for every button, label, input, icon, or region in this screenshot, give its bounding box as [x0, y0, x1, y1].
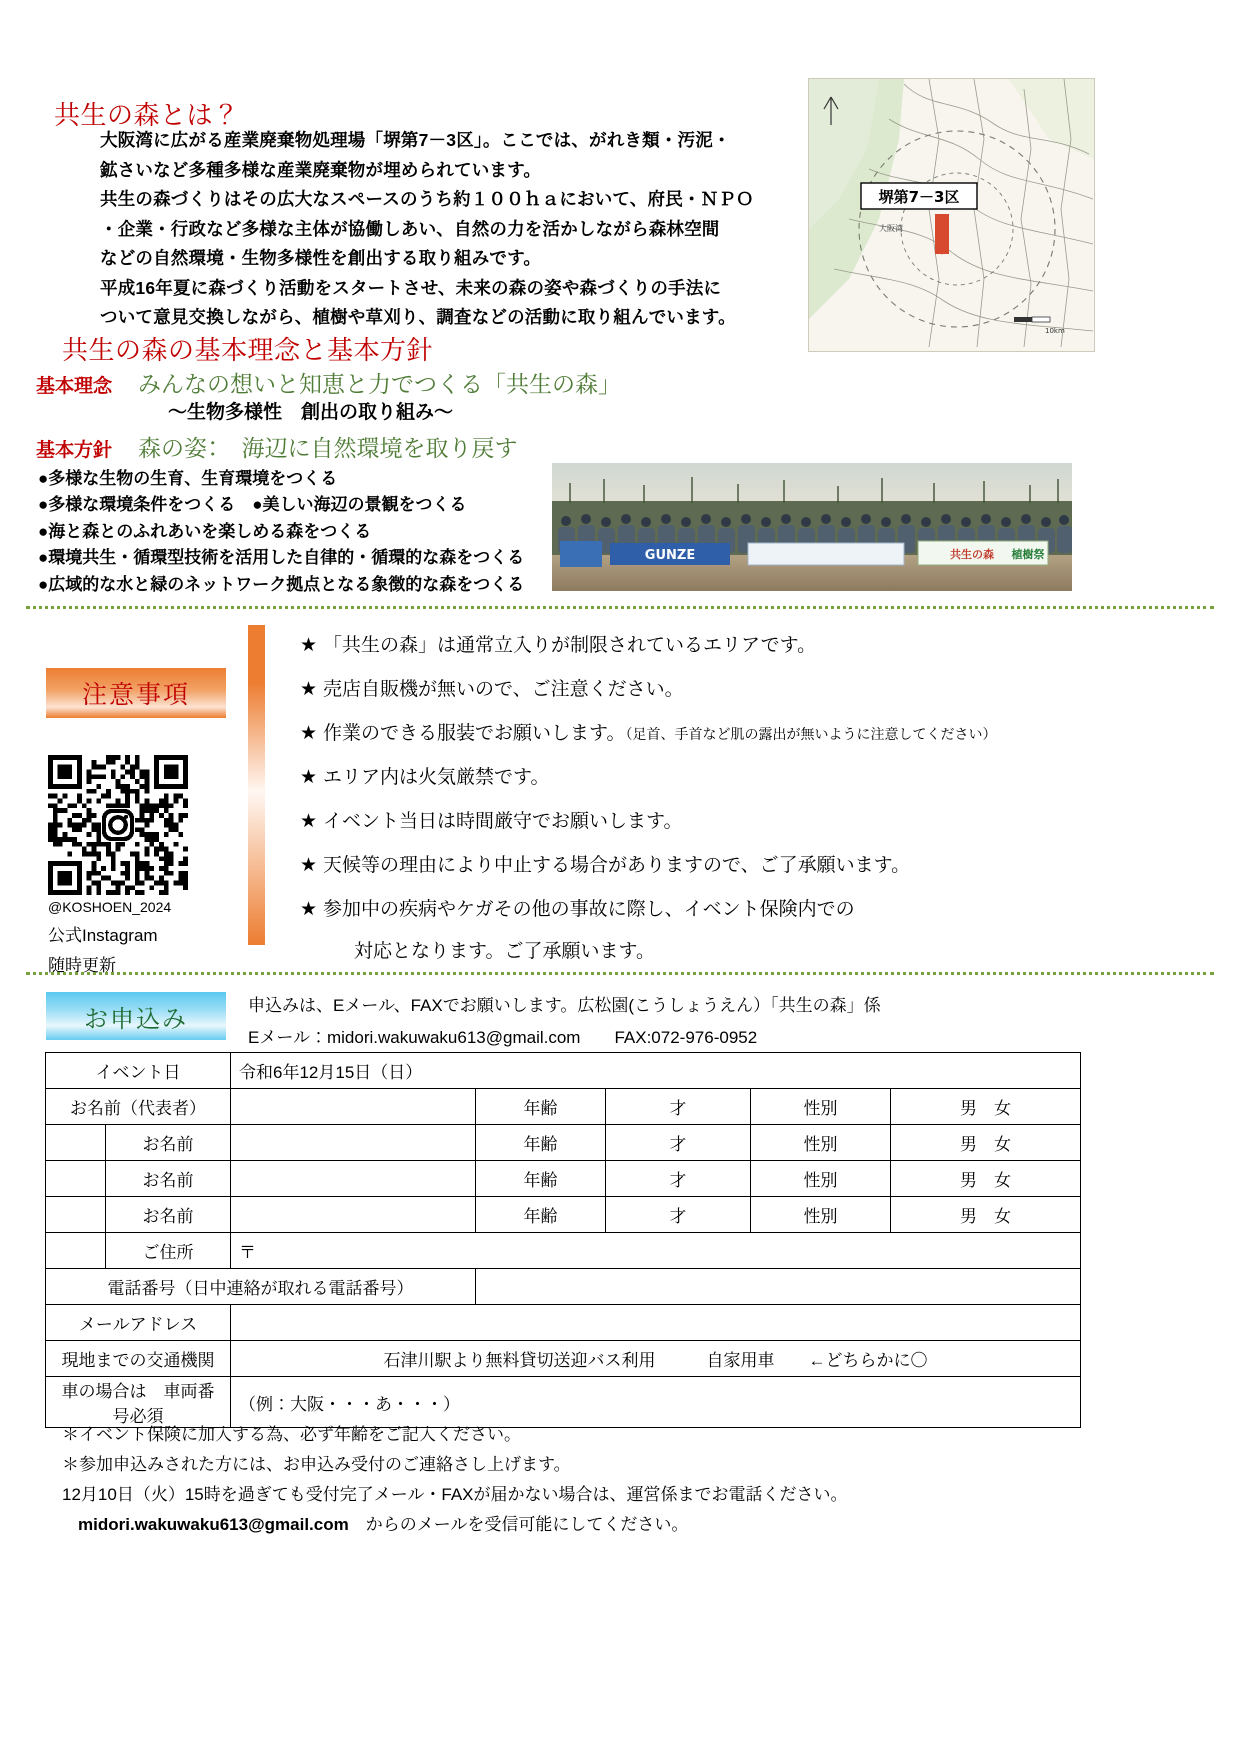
gender-options[interactable]: 男 女 [891, 1161, 1081, 1197]
about-paragraph [100, 126, 800, 333]
group-photo-image [552, 463, 1072, 591]
notice-text: 参加中の疾病やケガその他の事故に際し、イベント保険内での [323, 899, 855, 920]
about-line: 共生の森づくりはその広大なスペースのうち約１００ｈａにおいて、府民・ＮＰＯ [100, 189, 754, 209]
age-label: 年齢 [476, 1089, 606, 1125]
list-item [300, 712, 1200, 756]
notice-accent-bar [248, 625, 265, 945]
notice-badge: 注意事項 [46, 668, 226, 718]
instagram-handle: @KOSHOEN_2024 [48, 899, 172, 915]
about-line: 鉱さいなど多種多様な産業廃棄物が埋められています。 [100, 159, 542, 180]
star-icon: ★ [300, 811, 318, 832]
name-label: お名前 [106, 1161, 231, 1197]
list-item: ●多様な生物の生育、生育環境をつくる [38, 469, 338, 488]
page-title: 共生の森とは？ [54, 100, 240, 130]
banner-event-text: 共生の森 [950, 548, 994, 561]
divider-1 [26, 606, 1214, 609]
banner-sponsor-text: GUNZE [644, 548, 696, 563]
age-label: 年齢 [476, 1125, 606, 1161]
notice-text: エリア内は火気厳禁です。 [323, 767, 550, 788]
gender-label: 性別 [751, 1197, 891, 1233]
about-line: 大阪湾に広がる産業廃棄物処理場「堺第7－3区」。ここでは、がれき類・汚泥・ [100, 130, 731, 150]
footnote-email-line [78, 1510, 848, 1540]
apply-contact-info [248, 990, 881, 1054]
transport-label: 現地までの交通機関 [46, 1341, 231, 1377]
star-icon: ★ [300, 635, 318, 656]
basic-policy-row [36, 430, 518, 463]
name-input[interactable] [231, 1161, 476, 1197]
basic-philosophy-value: みんなの想いと知恵と力でつくる「共生の森」 [138, 371, 622, 397]
table-row [46, 1269, 1081, 1305]
about-line: などの自然環境・生物多様性を創出する取り組みです。 [100, 248, 542, 268]
about-line: 平成16年夏に森づくり活動をスタートさせ、未来の森の姿や森づくりの手法に [100, 277, 722, 298]
contact-email: midori.wakuwaku613@gmail.com [78, 1515, 349, 1534]
instagram-update-note: 随時更新 [48, 956, 116, 975]
svg-text:10km: 10km [1045, 327, 1065, 335]
age-input[interactable] [606, 1161, 751, 1197]
rep-name-label: お名前（代表者） [46, 1089, 231, 1125]
list-item [300, 844, 1200, 888]
list-item: ●環境共生・循環型技術を活用した自律的・循環的な森をつくる [38, 548, 525, 568]
map-site-label: 堺第7－3区 [878, 188, 960, 206]
age-label: 年齢 [476, 1197, 606, 1233]
svg-text:植樹祭: 植樹祭 [1011, 548, 1045, 561]
table-row [46, 1053, 1081, 1089]
basic-policy-value: 森の姿： 海辺に自然環境を取り戻す [138, 435, 518, 461]
table-row [46, 1161, 1081, 1197]
star-icon: ★ [300, 855, 318, 876]
row-spacer [46, 1125, 106, 1161]
notice-subtext: （足首、手首など肌の露出が無いように注意してください） [625, 726, 997, 742]
age-unit: 才 [669, 1099, 687, 1118]
about-line: ついて意見交換しながら、植樹や草刈り、調査などの活動に取り組んでいます。 [100, 307, 736, 327]
application-form-table[interactable] [45, 1052, 1081, 1428]
name-label: お名前 [106, 1125, 231, 1161]
footnote: ＊参加申込みされた方には、お申込み受付のご連絡さし上げます。 [62, 1455, 571, 1474]
svg-text:大阪湾: 大阪湾 [879, 224, 903, 233]
event-date-label: イベント日 [46, 1053, 231, 1089]
star-icon: ★ [300, 679, 318, 700]
principles-title: 共生の森の基本理念と基本方針 [62, 335, 434, 365]
table-row [46, 1341, 1081, 1377]
gender-options[interactable]: 男 女 [891, 1125, 1081, 1161]
notice-text: 「共生の森」は通常立入りが制限されているエリアです。 [323, 635, 817, 656]
footnote: ＊イベント保険に加入する為、必ず年齢をご記入ください。 [62, 1425, 521, 1444]
row-spacer [46, 1161, 106, 1197]
row-spacer [46, 1233, 106, 1269]
apply-instruction: 申込みは、Eメール、FAXでお願いします。広松園(こうしょうえん）「共生の森」係 [248, 996, 881, 1015]
address-label: ご住所 [106, 1233, 231, 1269]
phone-input[interactable] [476, 1269, 1081, 1305]
notice-text: イベント当日は時間厳守でお願いします。 [323, 811, 683, 832]
gender-label: 性別 [751, 1089, 891, 1125]
instagram-qr-code[interactable] [48, 755, 188, 895]
table-row [46, 1197, 1081, 1233]
email-label: メールアドレス [46, 1305, 231, 1341]
list-item [300, 624, 1200, 668]
star-icon: ★ [300, 767, 318, 788]
location-map-image [808, 78, 1095, 352]
list-item: ●広域的な水と緑のネットワーク拠点となる象徴的な森をつくる [38, 574, 525, 594]
gender-label: 性別 [751, 1125, 891, 1161]
table-row [46, 1233, 1081, 1269]
age-input[interactable] [606, 1089, 751, 1125]
basic-philosophy-label: 基本理念 [36, 376, 113, 397]
row-spacer [46, 1197, 106, 1233]
notice-continuation-text: 対応となります。ご了承願います。 [354, 941, 655, 962]
age-input[interactable] [606, 1197, 751, 1233]
table-row [46, 1125, 1081, 1161]
map-graphic [809, 79, 1094, 351]
star-icon: ★ [300, 723, 318, 744]
gender-options[interactable]: 男 女 [891, 1197, 1081, 1233]
phone-label: 電話番号（日中連絡が取れる電話番号） [46, 1269, 476, 1305]
car-number-input[interactable]: （例：大阪・・・あ・・・） [231, 1377, 1081, 1428]
age-unit: 才 [669, 1207, 687, 1226]
rep-name-input[interactable] [231, 1089, 476, 1125]
table-row [46, 1089, 1081, 1125]
list-item [300, 800, 1200, 844]
table-row [46, 1305, 1081, 1341]
form-footnotes [62, 1420, 848, 1540]
notice-text: 天候等の理由により中止する場合がありますので、ご了承願います。 [323, 855, 911, 876]
notice-text: 作業のできる服装でお願いします。 [323, 723, 626, 744]
basic-policy-label: 基本方針 [36, 440, 113, 461]
divider-2 [26, 972, 1214, 975]
photo-graphic [552, 463, 1072, 591]
list-item: ●海と森とのふれあいを楽しめる森をつくる [38, 521, 372, 541]
age-input[interactable] [606, 1125, 751, 1161]
basic-philosophy-row [36, 366, 621, 399]
list-item [300, 756, 1200, 800]
event-date-value: 令和6年12月15日（日） [231, 1053, 1081, 1089]
name-label: お名前 [106, 1197, 231, 1233]
about-line: ・企業・行政など多様な主体が協働しあい、自然の力を活かしながら森林空間 [100, 218, 720, 239]
email-input[interactable] [231, 1305, 1081, 1341]
apply-badge: お申込み [46, 992, 226, 1040]
instagram-caption: 公式Instagram [48, 926, 158, 945]
age-unit: 才 [669, 1135, 687, 1154]
list-item [300, 888, 1200, 932]
notice-text: 売店自販機が無いので、ご注意ください。 [323, 679, 684, 700]
about-section [0, 0, 1240, 620]
list-item [300, 668, 1200, 712]
car-number-label: 車の場合は 車両番号必須 [46, 1377, 231, 1428]
transport-options[interactable]: 石津川駅より無料貸切送迎バス利用 自家用車 ←どちらかに〇 [231, 1341, 1081, 1377]
qr-code-graphic [48, 755, 188, 895]
name-input[interactable] [231, 1125, 476, 1161]
age-unit: 才 [669, 1171, 687, 1190]
list-item: ●多様な環境条件をつくる ●美しい海辺の景観をつくる [38, 495, 467, 515]
star-icon: ★ [300, 899, 318, 920]
apply-email-fax: Eメール：midori.wakuwaku613@gmail.com FAX:072-976-0952 [248, 1028, 758, 1047]
notice-list [300, 624, 1200, 972]
footnote: 12月10日（火）15時を過ぎても受付完了メール・FAXが届かない場合は、運営係までお電話ください。 [62, 1485, 848, 1504]
policy-bullet-list [38, 466, 524, 598]
address-input[interactable]: 〒 [231, 1233, 1081, 1269]
gender-options[interactable]: 男 女 [891, 1089, 1081, 1125]
footnote-email-tail: からのメールを受信可能にしてください。 [348, 1515, 689, 1534]
name-input[interactable] [231, 1197, 476, 1233]
age-label: 年齢 [476, 1161, 606, 1197]
biodiversity-subtitle: 〜生物多様性 創出の取り組み〜 [168, 402, 454, 423]
gender-label: 性別 [751, 1161, 891, 1197]
